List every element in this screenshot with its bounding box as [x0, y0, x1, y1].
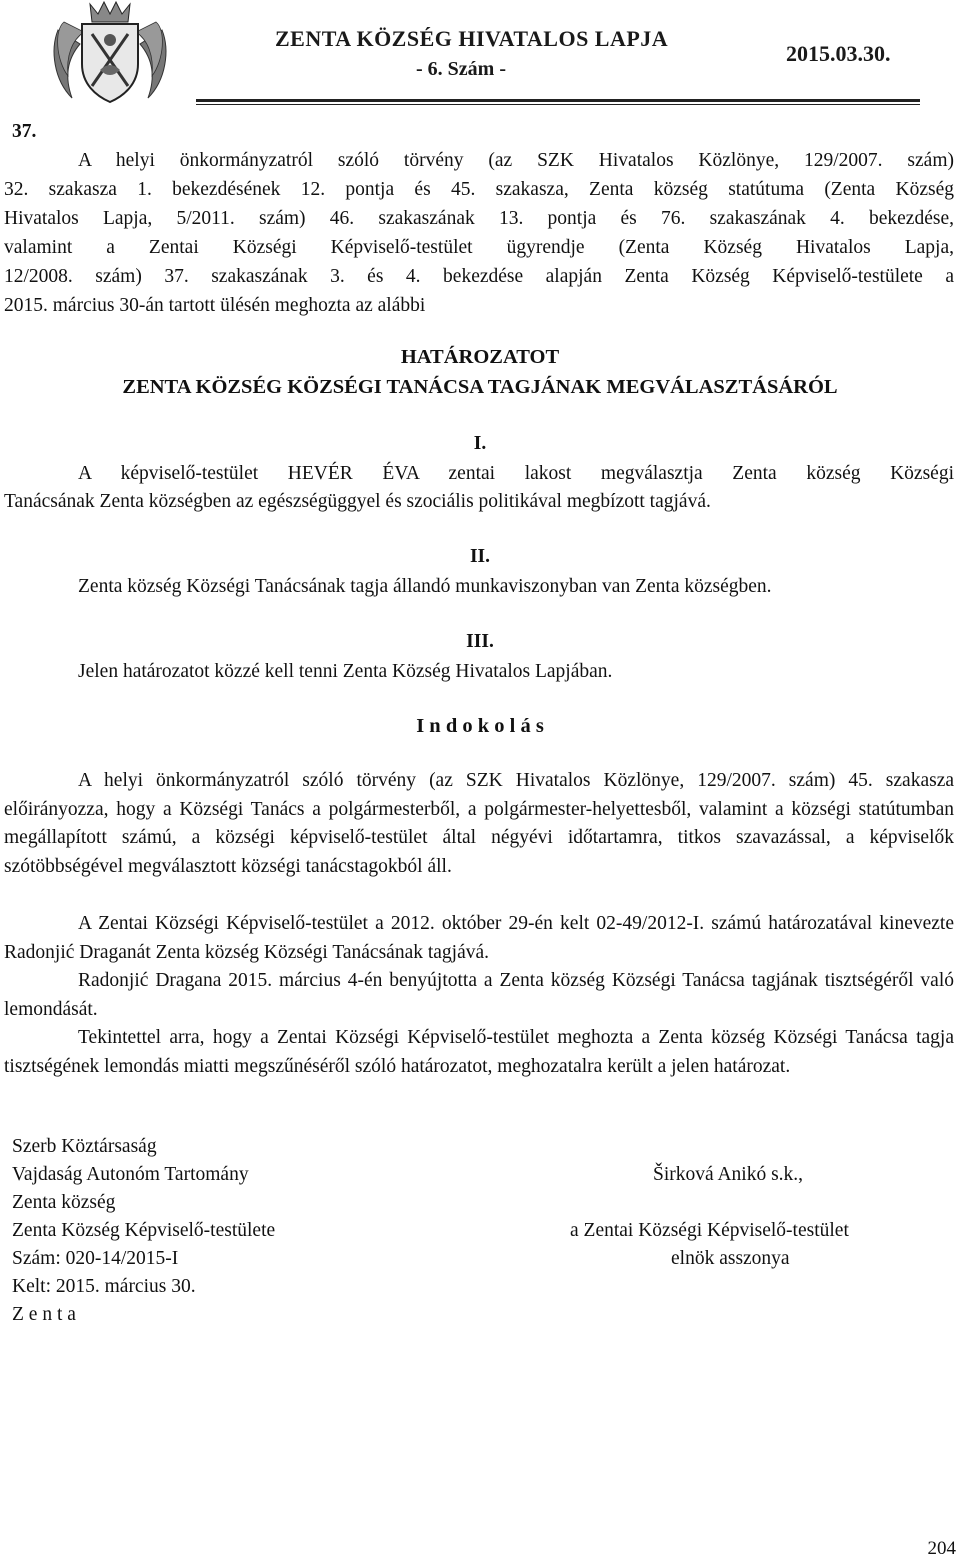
- section-1-text-cont: Tanácsának Zenta községben az egészségüggyel és szociális politikával megbízott tagjává.: [4, 491, 711, 512]
- section-3-text: Jelen határozatot közzé kell tenni Zenta Község Hivatalos Lapjában.: [78, 661, 613, 682]
- page-header: [0, 0, 960, 108]
- page-number: 204: [927, 1538, 956, 1559]
- issue-date: 2015.03.30.: [786, 41, 891, 66]
- intro-line: 32. szakasza 1. bekezdésének 12. pontja és 45. szakasza, Zenta község statútuma (Zenta Község: [4, 179, 954, 200]
- header-divider-thin: [196, 104, 920, 105]
- section-number-3: III.: [466, 631, 494, 652]
- gazette-title: ZENTA KÖZSÉG HIVATALOS LAPJA: [275, 26, 669, 51]
- footer-province: Vajdaság Autonóm Tartomány: [12, 1164, 249, 1185]
- footer-place: Z e n t a: [12, 1304, 76, 1325]
- intro-line-last: 2015. március 30-án tartott ülésén meghozta az alábbi: [4, 295, 426, 316]
- signatory-role: a Zentai Községi Képviselő-testület: [570, 1220, 849, 1241]
- reasoning-paragraph: A Zentai Községi Képviselő-testület a 2012. október 29-én kelt 02-49/2012-I. számú határozatával kinevezte Radonjić Draganát Zenta község Községi Tanácsának tagjává.: [4, 913, 954, 963]
- document-number: 37.: [12, 121, 37, 142]
- reasoning-paragraph: Tekintettel arra, hogy a Zentai Községi Képviselő-testület meghozta a Zenta község Községi Tanácsa tagja tisztségének lemondás miatti megszűnéséről szóló határozatot, meghozatalra került a jelen határozat.: [4, 1027, 954, 1077]
- footer-municipality: Zenta község: [12, 1192, 116, 1213]
- header-divider: [196, 99, 920, 102]
- reasoning-paragraph: Radonjić Dragana 2015. március 4-én benyújtotta a Zenta község Községi Tanácsa tagjának tisztségéről való lemondását.: [4, 970, 954, 1020]
- signatory-title: elnök asszonya: [671, 1248, 790, 1269]
- decision-subtitle: ZENTA KÖZSÉG KÖZSÉGI TANÁCSA TAGJÁNAK MEGVÁLASZTÁSÁRÓL: [122, 376, 838, 398]
- issue-number: - 6. Szám -: [416, 58, 506, 80]
- intro-line: A helyi önkormányzatról szóló törvény (az SZK Hivatalos Közlönye, 129/2007. szám): [78, 150, 954, 171]
- footer-issue-date: Kelt: 2015. március 30.: [12, 1276, 196, 1297]
- coat-of-arms-icon: [50, 0, 170, 104]
- signatory-name: Širková Anikó s.k.,: [653, 1164, 804, 1185]
- intro-line: Hivatalos Lapja, 5/2011. szám) 46. szakaszának 13. pontja és 76. szakaszának 4. bekezdése,: [4, 208, 954, 229]
- section-number-2: II.: [469, 546, 491, 567]
- section-number-1: I.: [473, 433, 487, 454]
- footer-country: Szerb Köztársaság: [12, 1136, 157, 1157]
- section-2-text: Zenta község Községi Tanácsának tagja állandó munkaviszonyban van Zenta községben.: [78, 576, 772, 597]
- intro-line: 12/2008. szám) 37. szakaszának 3. és 4. bekezdése alapján Zenta Község Képviselő-testülete a: [4, 266, 954, 287]
- intro-line: valamint a Zentai Községi Képviselő-testület ügyrendje (Zenta Község Hivatalos Lapja,: [4, 237, 954, 258]
- reasoning-paragraph: A helyi önkormányzatról szóló törvény (az SZK Hivatalos Közlönye, 129/2007. szám) 45. szakasza előirányozza, hogy a Községi Tanács a polgármesterből, a polgármester-helyettesből, valamint a községi statútumban megállapított számú, a községi képviselő-testület által négyévi időtartamra, titkos szavazással, a képviselők szótöbbségével megválasztott községi tanácstagokból áll.: [4, 770, 954, 877]
- footer-assembly: Zenta Község Képviselő-testülete: [12, 1220, 276, 1241]
- section-1-text: A képviselő-testület HEVÉR ÉVA zentai lakost megválasztja Zenta község Községi: [78, 463, 954, 484]
- decision-title: HATÁROZATOT: [400, 346, 560, 368]
- footer-reference-number: Szám: 020-14/2015-I: [12, 1248, 179, 1269]
- reasoning-title: I n d o k o l á s: [416, 715, 544, 737]
